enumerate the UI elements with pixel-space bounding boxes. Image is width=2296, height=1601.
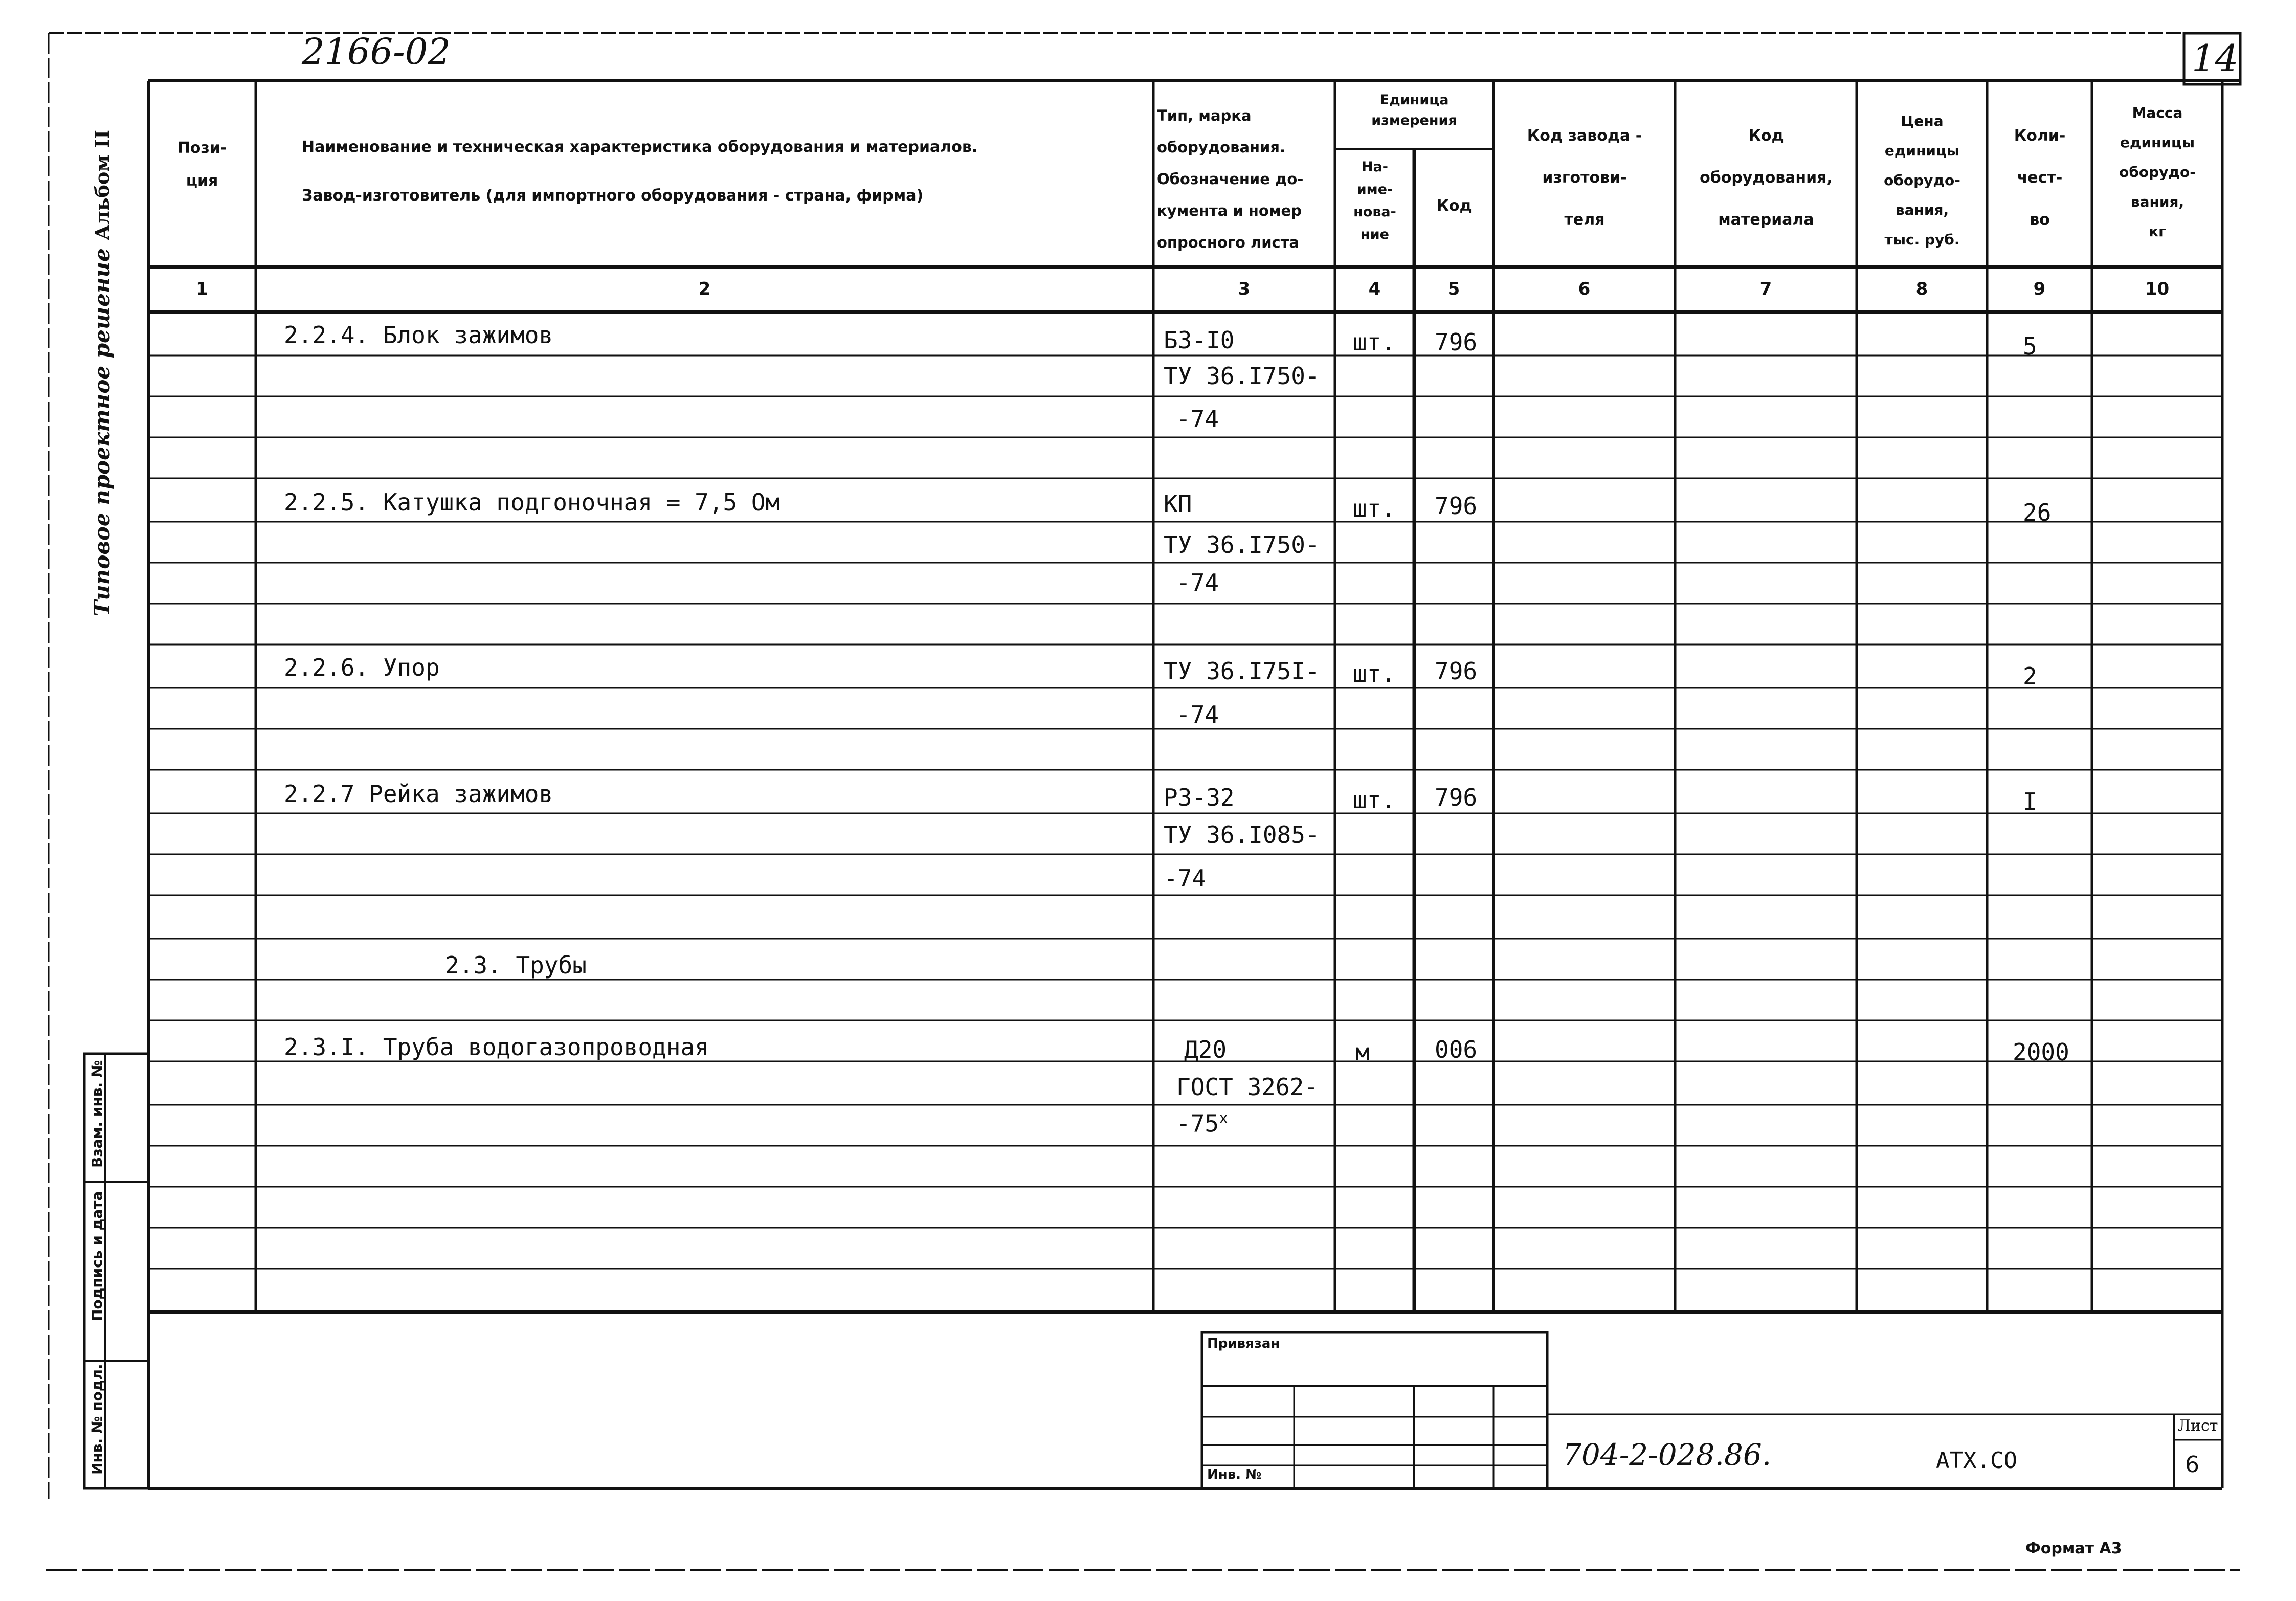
item-unit: м [1355, 1038, 1370, 1066]
item-unit: шт. [1353, 328, 1396, 356]
album-label: Альбом II [91, 129, 114, 240]
header-col-5: Код [1436, 197, 1472, 215]
header-col-4: На- име- нова- ние [1353, 159, 1396, 242]
item-name: 2.2.6. Упор [284, 654, 440, 681]
header-col-3: Тип, марка оборудования. Обозначение до- кумента и номер опросного листа [1157, 107, 1304, 251]
item-type [1176, 1105, 1228, 1137]
header-col-1: Пози- ция [177, 139, 227, 190]
item-qty: I [2023, 788, 2037, 815]
item-qty: 26 [2023, 499, 2052, 526]
item-type: -74 [1164, 864, 1207, 892]
item-type: Д20 [1184, 1036, 1227, 1063]
header-col-8: Цена единицы оборудо- вания, тыс. руб. [1884, 113, 1960, 248]
header-col-10: Масса единицы оборудо- вания, кг [2119, 104, 2196, 240]
item-code: 006 [1435, 1036, 1478, 1063]
item-type-line: -75 [1176, 1109, 1219, 1138]
col-number-5: 5 [1447, 279, 1460, 299]
item-code: 796 [1435, 492, 1478, 520]
format-label: Формат А3 [2025, 1540, 2122, 1558]
type-superscript: x [1219, 1109, 1229, 1127]
col-number-3: 3 [1238, 279, 1251, 299]
document-number-handwritten: 2166-02 [302, 31, 451, 73]
item-type: РЗ-32 [1164, 784, 1235, 811]
item-type: ТУ 36.I75I- [1164, 657, 1320, 685]
col-number-7: 7 [1759, 279, 1772, 299]
header-col-7: Код оборудования, материала [1700, 127, 1833, 229]
section-title: 2.3. Трубы [445, 951, 587, 979]
col-number-4: 4 [1368, 279, 1381, 299]
header-col-6: Код завода - изготови- теля [1527, 127, 1642, 229]
item-unit: шт. [1353, 660, 1396, 687]
item-type: -74 [1176, 569, 1219, 596]
inv-orig-label: Инв. № подл. [88, 1364, 105, 1475]
col-number-10: 10 [2145, 279, 2170, 299]
item-type: -74 [1176, 701, 1219, 728]
item-name: 2.3.I. Труба водогазопроводная [284, 1033, 709, 1061]
header-unit-group: Единица измерения [1371, 92, 1457, 128]
item-qty: 2000 [2013, 1038, 2069, 1066]
col-number-2: 2 [698, 279, 711, 299]
col-number-1: 1 [196, 279, 208, 299]
sign-date-label: Подпись и дата [88, 1191, 105, 1321]
item-name: 2.2.4. Блок зажимов [284, 321, 553, 349]
document-mark: АТХ.СО [1936, 1448, 2017, 1474]
item-name: 2.2.7 Рейка зажимов [284, 780, 553, 808]
item-type: ТУ 36.I750- [1164, 362, 1320, 390]
header-col-2: Наименование и техническая характеристика оборудования и материалов. Завод-изготовитель (для импортного оборудования - страна, фирма) [302, 138, 978, 205]
linked-label: Привязан [1207, 1336, 1280, 1351]
item-unit: шт. [1353, 495, 1396, 522]
item-name: 2.2.5. Катушка подгоночная = 7,5 Ом [284, 488, 780, 516]
sheet-number: 6 [2185, 1452, 2199, 1478]
item-type: ТУ 36.I750- [1164, 531, 1320, 559]
replace-inv-label: Взам. инв. № [88, 1060, 105, 1168]
item-qty: 5 [2023, 332, 2037, 360]
header-col-9: Коли- чест- во [2014, 127, 2066, 229]
item-code: 796 [1435, 657, 1478, 685]
sheet-label: Лист [2178, 1417, 2218, 1435]
item-type: ТУ 36.I085- [1164, 821, 1320, 849]
item-type: БЗ-I0 [1164, 326, 1235, 354]
item-type: ГОСТ 3262- [1176, 1073, 1318, 1101]
col-number-6: 6 [1578, 279, 1591, 299]
document-code-handwritten: 704-2-028.86. [1563, 1437, 1772, 1472]
item-type: КП [1164, 490, 1192, 518]
side-title: Типовое проектное решение [90, 248, 115, 616]
inv-no-label: Инв. № [1207, 1467, 1262, 1482]
item-type: -74 [1176, 405, 1219, 433]
col-number-8: 8 [1915, 279, 1928, 299]
sheet-corner-number: 14 [2192, 37, 2239, 80]
item-code: 796 [1435, 784, 1478, 811]
item-unit: шт. [1353, 786, 1396, 814]
item-code: 796 [1435, 328, 1478, 356]
item-qty: 2 [2023, 662, 2037, 690]
col-number-9: 9 [2033, 279, 2046, 299]
